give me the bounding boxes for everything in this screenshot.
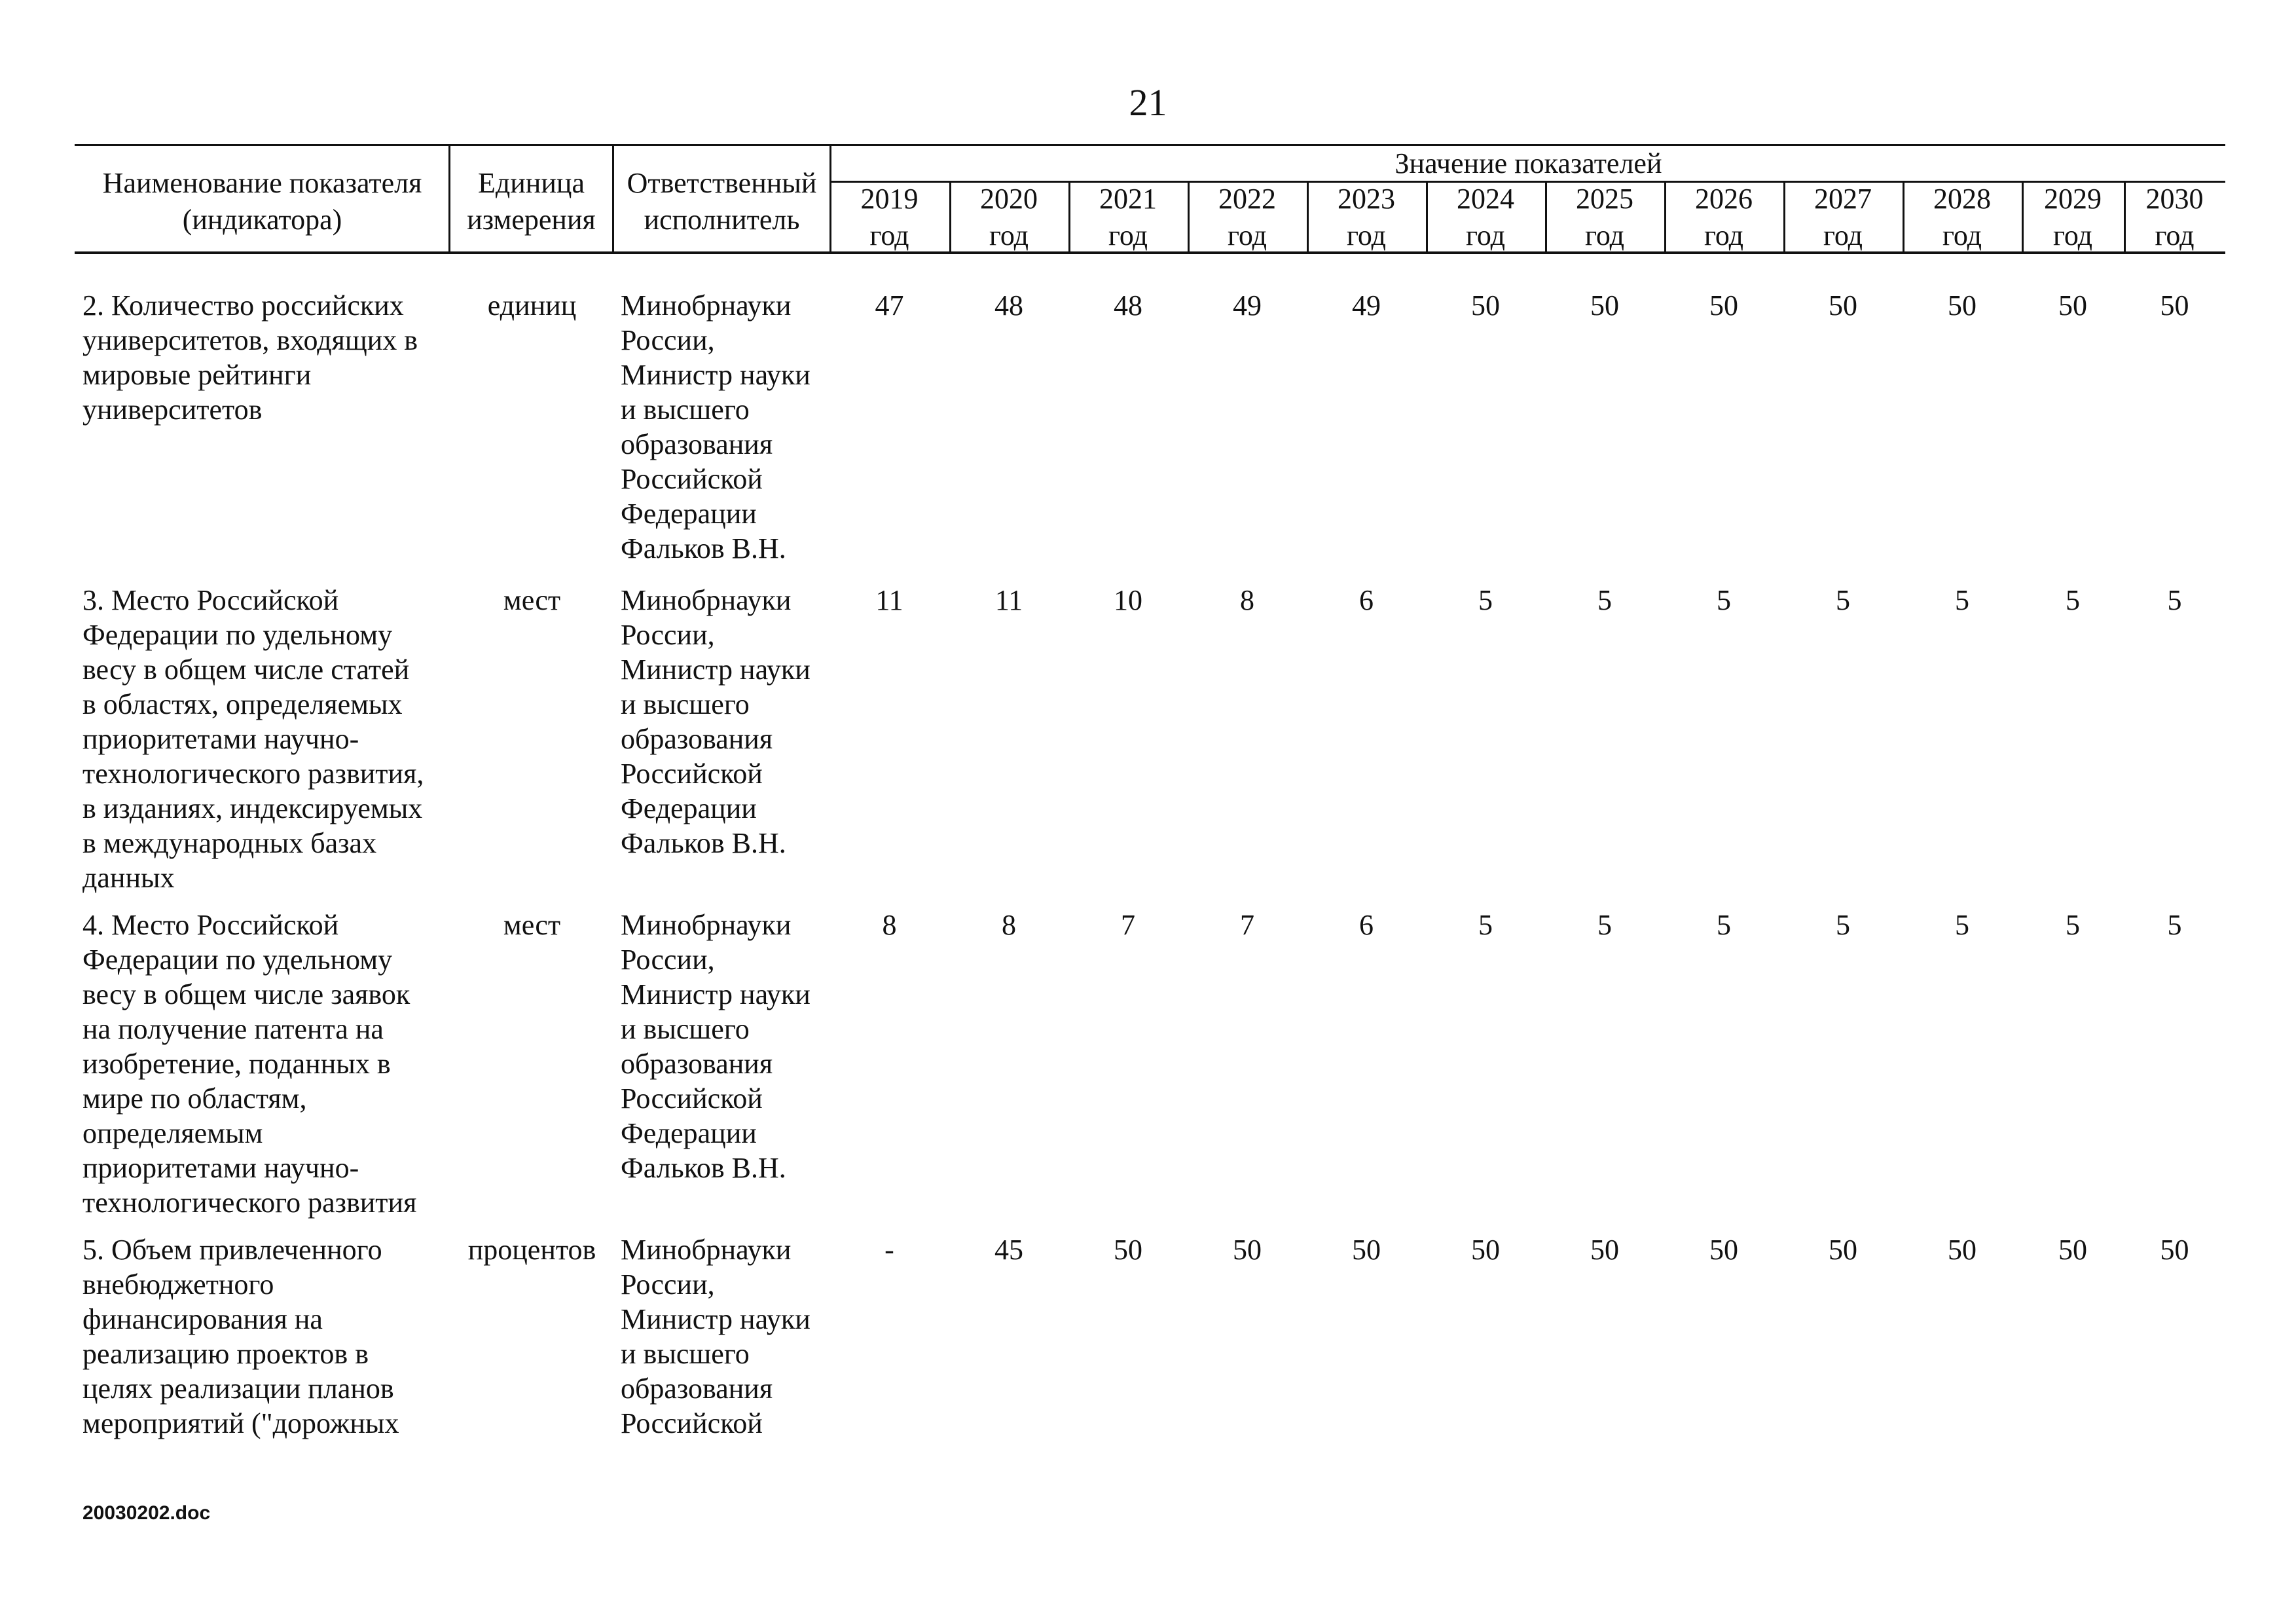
indicator-value: 50 (2160, 1234, 2189, 1266)
indicator-value: 6 (1359, 584, 1374, 616)
indicator-name: 5. Объем привлеченного внебюджетного финансирования на реализацию проектов в целях реализации планов мероприятий ("дорожных (82, 1234, 399, 1439)
indicator-value: 5 (1478, 909, 1493, 941)
indicator-value: 50 (1829, 1234, 1857, 1266)
indicator-value: 5 (1836, 909, 1850, 941)
indicator-value: 50 (1948, 1234, 1977, 1266)
year-header-suffix: год (1942, 219, 1982, 251)
indicator-value: 10 (1114, 584, 1142, 616)
col-header-name: Наименование показателя (индикатора) (102, 167, 422, 236)
indicator-name: 4. Место Российской Федерации по удельному весу в общем числе заявок на получение патента на изобретение, поданных в мире по областям, определяемым приоритетами научно- технологического развития (82, 909, 417, 1219)
year-header-suffix: год (2052, 219, 2093, 251)
indicator-value: 6 (1359, 909, 1374, 941)
indicator-value: 47 (875, 289, 904, 322)
year-header-suffix: год (1823, 219, 1863, 251)
indicator-unit: процентов (467, 1234, 596, 1266)
year-header: 2029 (2044, 183, 2102, 215)
indicator-value: 48 (994, 289, 1023, 322)
indicator-value: 5 (1597, 584, 1612, 616)
year-header: 2020 (980, 183, 1038, 215)
indicator-value: 50 (1471, 289, 1500, 322)
indicator-value: 11 (994, 584, 1023, 616)
indicator-value: 5 (1955, 909, 1969, 941)
indicator-value: 5 (1955, 584, 1969, 616)
group-header-values: Значение показателей (1394, 147, 1662, 179)
year-header: 2025 (1576, 183, 1633, 215)
col-header-unit: Единица измерения (467, 167, 596, 236)
year-header: 2023 (1338, 183, 1395, 215)
indicator-value: 50 (1590, 1234, 1619, 1266)
year-header: 2026 (1695, 183, 1753, 215)
indicator-value: 5 (1717, 584, 1731, 616)
indicator-executor: Минобрнауки России, Министр науки и высшего образования Российской (621, 1234, 811, 1439)
indicator-value: 8 (1240, 584, 1254, 616)
year-header: 2024 (1457, 183, 1514, 215)
indicator-value: 50 (1829, 289, 1857, 322)
indicator-value: 7 (1121, 909, 1135, 941)
indicator-value: 5 (2066, 584, 2080, 616)
year-header: 2021 (1099, 183, 1157, 215)
year-header: 2027 (1814, 183, 1872, 215)
indicator-executor: Минобрнауки России, Министр науки и высшего образования Российской Федерации Фальков В.Н. (621, 909, 811, 1184)
indicator-value: 11 (875, 584, 903, 616)
indicator-value: 8 (882, 909, 897, 941)
year-header-suffix: год (2155, 219, 2195, 251)
indicator-value: 45 (994, 1234, 1023, 1266)
col-header-executor: Ответственный исполнитель (627, 167, 817, 236)
page-number: 21 (1129, 81, 1167, 124)
year-header-suffix: год (1465, 219, 1506, 251)
indicator-value: 50 (1709, 1234, 1738, 1266)
indicator-value: 8 (1002, 909, 1016, 941)
indicator-value: 7 (1240, 909, 1254, 941)
document-filename: 20030202.doc (82, 1502, 211, 1524)
indicator-value: 50 (2058, 289, 2087, 322)
indicator-unit: единиц (487, 289, 577, 322)
year-header-suffix: год (1227, 219, 1267, 251)
year-header-suffix: год (869, 219, 909, 251)
indicator-value: 48 (1114, 289, 1142, 322)
indicator-value: 50 (2160, 289, 2189, 322)
indicator-value: 50 (1709, 289, 1738, 322)
indicator-value: 5 (2167, 584, 2182, 616)
year-header: 2030 (2145, 183, 2204, 215)
indicator-value: 49 (1233, 289, 1262, 322)
indicator-value: - (884, 1234, 894, 1266)
year-header-suffix: год (989, 219, 1029, 251)
indicator-value: 5 (2167, 909, 2182, 941)
indicator-value: 5 (1717, 909, 1731, 941)
indicator-value: 5 (1478, 584, 1493, 616)
indicator-value: 50 (1948, 289, 1977, 322)
indicator-value: 50 (2058, 1234, 2087, 1266)
indicator-value: 49 (1352, 289, 1381, 322)
indicator-value: 50 (1352, 1234, 1381, 1266)
indicator-executor: Минобрнауки России, Министр науки и высшего образования Российской Федерации Фальков В.Н. (621, 584, 811, 859)
year-header-suffix: год (1108, 219, 1148, 251)
year-header-suffix: год (1704, 219, 1744, 251)
year-header: 2019 (860, 183, 919, 215)
year-header-suffix: год (1346, 219, 1387, 251)
year-header: 2022 (1218, 183, 1276, 215)
indicator-unit: мест (503, 909, 561, 941)
indicator-value: 5 (1597, 909, 1612, 941)
indicator-value: 50 (1590, 289, 1619, 322)
indicator-value: 50 (1471, 1234, 1500, 1266)
indicator-name: 3. Место Российской Федерации по удельному весу в общем числе статей в областях, определяемых приоритетами научно- технологического развития, в изданиях, индексируемых в международных базах данных (82, 584, 424, 894)
indicator-value: 5 (2066, 909, 2080, 941)
indicator-value: 5 (1836, 584, 1850, 616)
indicator-value: 50 (1114, 1234, 1142, 1266)
year-header-suffix: год (1584, 219, 1625, 251)
indicator-value: 50 (1233, 1234, 1262, 1266)
indicator-unit: мест (503, 584, 561, 616)
indicator-name: 2. Количество российских университетов, входящих в мировые рейтинги университетов (82, 289, 418, 426)
indicator-executor: Минобрнауки России, Министр науки и высшего образования Российской Федерации Фальков В.Н. (621, 289, 811, 564)
year-header: 2028 (1933, 183, 1991, 215)
